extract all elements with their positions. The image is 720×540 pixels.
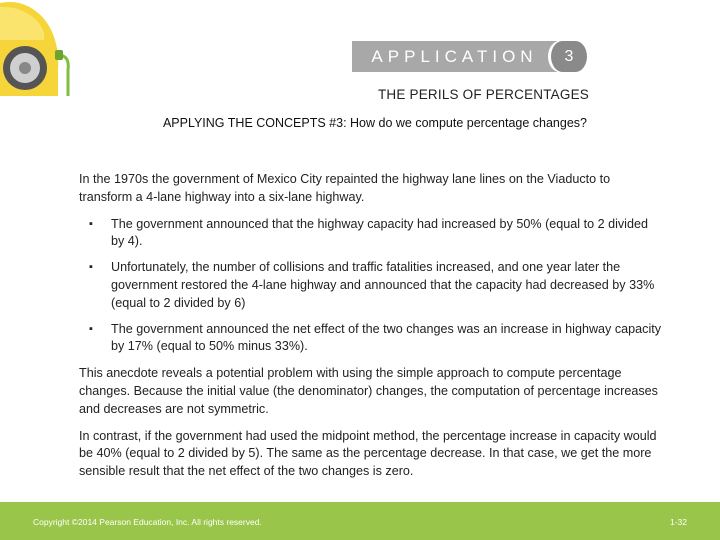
application-number: 3 [551, 41, 587, 72]
bullet-icon: ▪ [89, 261, 93, 274]
slide-content [79, 171, 664, 490]
car-icon [0, 0, 75, 96]
midpoint-paragraph: In contrast, if the government had used the midpoint method, the percentage increase in capacity would be 40% (equal to 2 divided by 5). The same as the percentage decrease. In that case, we get the more sensible result that the net effect of the two changes is zero. [79, 428, 657, 479]
bullet-item [79, 216, 664, 252]
copyright-text: Copyright ©2014 Pearson Education, Inc. All rights reserved. [33, 517, 262, 527]
bullet-icon: ▪ [89, 322, 93, 335]
bullet-text: The government announced that the highway capacity had increased by 50% (equal to 2 divided by 4). [111, 216, 648, 249]
bullet-text: The government announced the net effect of the two changes was an increase in highway capacity by 17% (equal to 50% minus 33%). [111, 321, 662, 354]
concepts-heading: APPLYING THE CONCEPTS #3: How do we compute percentage changes? [162, 116, 587, 130]
bullet-item [79, 259, 664, 312]
footer-bar [0, 502, 720, 540]
anecdote-paragraph: This anecdote reveals a potential problem with using the simple approach to compute percentage changes. Because the initial value (the denominator) changes, the computation of percentage increases and decreases are not symmetric. [79, 366, 658, 416]
bullet-text: Unfortunately, the number of collisions and traffic fatalities increased, and one year later the government restored the 4-lane highway and announced that the capacity had decreased by 33% (equal to 2 divided by 6) [111, 260, 655, 310]
intro-paragraph: In the 1970s the government of Mexico City repainted the highway lane lines on the Viaducto to transform a 4-lane highway into a six-lane highway. [79, 172, 611, 204]
bullet-list [79, 216, 664, 357]
application-label: APPLICATION [352, 41, 557, 72]
slide-subtitle: THE PERILS OF PERCENTAGES [377, 87, 589, 102]
bullet-item [79, 321, 664, 357]
page-number: 1-32 [669, 517, 687, 527]
bullet-icon: ▪ [89, 217, 93, 230]
application-badge [352, 41, 590, 72]
